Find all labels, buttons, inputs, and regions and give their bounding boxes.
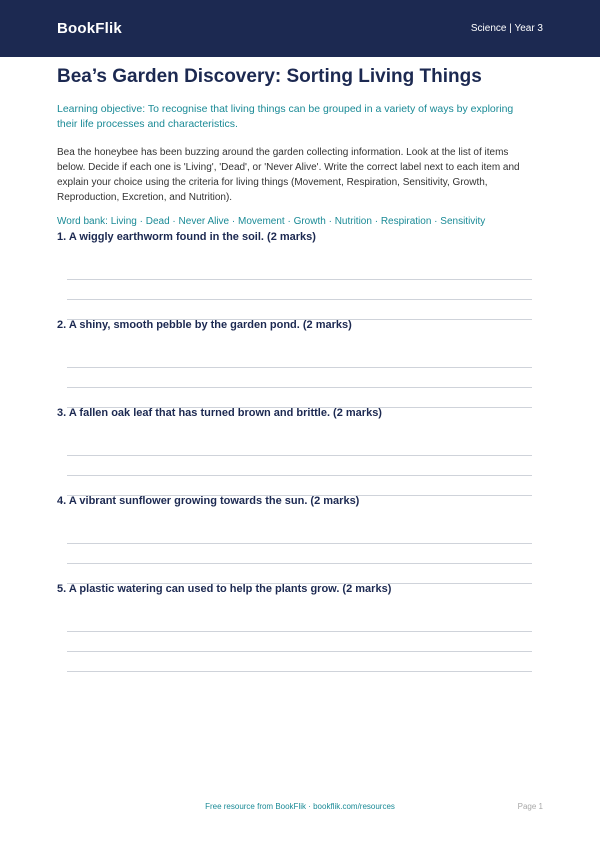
learning-objective: Learning objective: To recognise that living things can be grouped in a variety of ways by exploring their life processes and characteristics. <box>57 103 514 130</box>
answer-line[interactable] <box>67 367 532 368</box>
page-number: Page 1 <box>517 802 543 811</box>
answer-line[interactable] <box>67 671 532 672</box>
question-2 <box>57 318 532 332</box>
word-bank: Word bank: Living · Dead · Never Alive · Movement · Growth · Nutrition · Respiration · Sensitivity <box>57 216 486 227</box>
answer-line[interactable] <box>67 387 532 388</box>
question-text: 4. A vibrant sunflower growing towards the sun. (2 marks) <box>57 495 360 507</box>
answer-line[interactable] <box>67 631 532 632</box>
answer-line[interactable] <box>67 475 532 476</box>
question-text: 2. A shiny, smooth pebble by the garden pond. (2 marks) <box>57 319 352 331</box>
worksheet-intro <box>57 66 532 229</box>
brand-logo[interactable]: BookFlik <box>57 20 122 37</box>
question-3 <box>57 406 532 420</box>
question-text: 1. A wiggly earthworm found in the soil. (2 marks) <box>57 231 316 243</box>
answer-line[interactable] <box>67 299 532 300</box>
header-bar <box>0 0 600 57</box>
question-4 <box>57 494 532 508</box>
answer-line[interactable] <box>67 455 532 456</box>
question-1 <box>57 230 532 244</box>
answer-line[interactable] <box>67 543 532 544</box>
question-text: 5. A plastic watering can used to help the plants grow. (2 marks) <box>57 583 392 595</box>
answer-line[interactable] <box>67 563 532 564</box>
page-title: Bea’s Garden Discovery: Sorting Living Things <box>57 66 482 87</box>
instructions-text: Bea the honeybee has been buzzing around the garden collecting information. Look at the list of items below. Decide if each one is 'Living', 'Dead', or 'Never Alive'. Write the correct label next to each item and explain your choice using the criteria for living things (Movement, Respiration, Sensitivity, Growth, Reproduction, Excretion, and Nutrition). <box>57 147 520 203</box>
answer-line[interactable] <box>67 651 532 652</box>
footer-resource-link[interactable]: Free resource from BookFlik · bookflik.com/resources <box>205 802 395 811</box>
question-5 <box>57 582 532 596</box>
question-text: 3. A fallen oak leaf that has turned brown and brittle. (2 marks) <box>57 407 382 419</box>
subject-year-label: Science | Year 3 <box>470 23 543 34</box>
answer-line[interactable] <box>67 279 532 280</box>
